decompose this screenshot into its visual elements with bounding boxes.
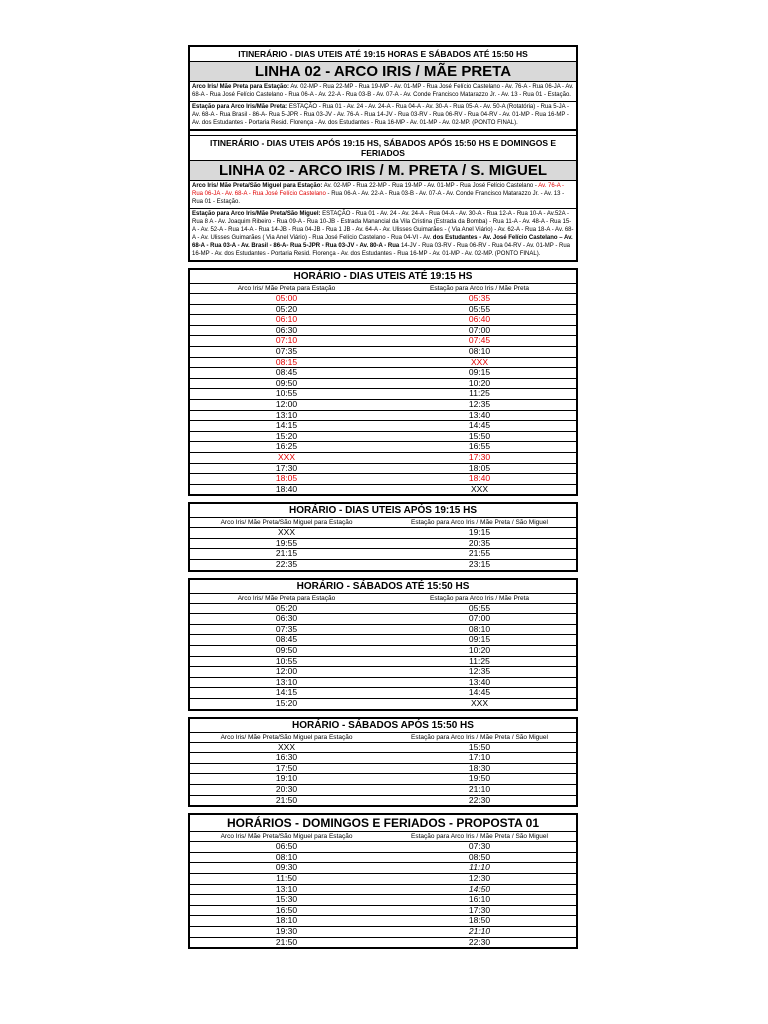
itinerary-evening-box [188,131,578,262]
table-row [190,699,576,709]
route-text-highlight: Av. 76-A - Rua 06-JA - Av. 68-A - Rua José Felício Castelano [192,183,565,197]
schedule-table [190,832,576,947]
schedule-title: HORÁRIOS - DOMINGOS E FERIADOS - PROPOSTA 01 [190,815,576,832]
return-time-cell: 10:20 [383,646,576,657]
return-time-cell: 11:25 [383,656,576,667]
return-time-cell: 17:30 [383,905,576,916]
departure-time-cell: 09:50 [190,378,383,389]
table-row [190,624,576,635]
route-from-station [190,209,576,260]
departure-time-cell: 19:10 [190,774,383,785]
return-time-cell: 17:10 [383,753,576,764]
table-row [190,431,576,442]
table-row [190,410,576,421]
return-time-cell: 22:30 [468,936,491,947]
table-row [190,646,576,657]
column-header: Estação para Arco Iris / Mãe Preta [383,284,576,294]
return-time-cell: 10:20 [383,378,576,389]
return-time-cell: 22:30 [468,794,491,805]
return-time-cell: 19:15 [383,528,576,539]
table-row [190,357,576,368]
return-time-cell: 21:55 [383,549,576,560]
departure-time-cell: 15:30 [190,895,383,906]
return-time-cell: XXX [470,698,488,708]
route-label: Estação para Arco Iris/Mãe Preta/São Miguel: [192,211,321,217]
departure-time-cell: 16:50 [190,905,383,916]
return-time-cell: 07:00 [383,325,576,336]
departure-time-cell: 18:40 [275,483,298,494]
table-row [190,677,576,688]
departure-time-cell: 22:35 [275,559,298,570]
line-title: LINHA 02 - ARCO IRIS / MÃE PRETA [190,62,576,82]
departure-time-cell: 05:00 [190,294,383,305]
departure-time-cell: 07:10 [190,336,383,347]
route-from-station [190,102,576,129]
table-row [190,474,576,485]
route-label: Arco Iris/ Mãe Preta/São Miguel para Estação: [192,183,323,189]
column-header: Arco Iris/ Mãe Preta/São Miguel para Estação [190,832,383,842]
table-row [190,842,576,853]
column-header: Arco Iris/ Mãe Preta para Estação [190,594,383,604]
timetable-page [188,45,578,949]
return-time-cell: 20:35 [383,538,576,549]
column-header: Estação para Arco Iris / Mãe Preta / São Miguel [383,733,576,743]
return-time-cell: 08:10 [383,346,576,357]
departure-time-cell: 10:55 [190,656,383,667]
table-row [190,916,576,927]
return-time-cell: 12:35 [383,667,576,678]
table-row [190,784,576,795]
schedule-title: HORÁRIO - DIAS UTEIS ATÉ 19:15 HS [190,270,576,284]
schedule-title: HORÁRIO - SÁBADOS ATÉ 15:50 HS [190,580,576,594]
schedule-table [190,733,576,806]
table-row [190,378,576,389]
departure-time-cell: 20:30 [190,784,383,795]
departure-time-cell: 05:20 [190,304,383,315]
departure-time-cell: 09:50 [190,646,383,657]
departure-time-cell: 05:20 [190,603,383,614]
route-text: - Rua 06-A - Av. 22-A - Rua 03-B - Av. 07-A - Av. Conde Francisco Matarazzo Jr. - Av. 13 - Rua 01 - Estação. [192,191,565,205]
return-time-cell: 05:55 [383,603,576,614]
route-text: Av. 02-MP - Rua 22-MP - Rua 19-MP - Av. 01-MP - Rua José Felício Castelano - Av. 76-A - Rua 06-JA - Av. 68-A - Rua José Felício Castelano - Rua 06-A - Av. 22-A - Rua 03-B - Av. 07-A - Av. Conde Francisco Matarazzo Jr. - Av. 13 - Rua 01 - Estação. [192,84,574,98]
departure-time-cell: 18:05 [190,474,383,485]
table-row [190,873,576,884]
schedule-section [188,268,578,496]
column-header: Arco Iris/ Mãe Preta para Estação [190,284,383,294]
table-row [190,884,576,895]
return-time-cell: 05:35 [383,294,576,305]
departure-time-cell: 17:30 [190,463,383,474]
departure-time-cell: 19:30 [190,926,383,937]
departure-time-cell: 13:10 [190,884,383,895]
schedule-section [188,578,578,711]
return-time-cell: 05:55 [383,304,576,315]
return-time-cell: 15:50 [383,742,576,753]
route-to-station [190,181,576,209]
table-row [190,325,576,336]
table-row [190,304,576,315]
departure-time-cell: 07:35 [190,624,383,635]
departure-time-cell: 14:15 [190,688,383,699]
route-text: 14-JV - Rua 03-RV - Rua 06-RV - Rua 04-RV - Av. 01-MP - Rua 16-MP - Av. dos Estudantes - Portaria Resid. Florença - Av. dos Estudantes - Rua 16-MP - Av. 01-MP - Av. 02-MP. (PONTO FINAL). [192,243,571,257]
return-time-cell: XXX [470,483,488,494]
itinerary-header: ITINERÁRIO - DIAS UTEIS APÓS 19:15 HS, SÁBADOS APÓS 15:50 HS E DOMINGOS E FERIADOS [190,136,576,161]
table-row [190,937,576,947]
table-row [190,346,576,357]
table-row [190,560,576,570]
return-time-cell: 06:40 [383,315,576,326]
schedule-tables [188,268,578,949]
table-row [190,452,576,463]
departure-time-cell: 13:10 [190,677,383,688]
table-row [190,742,576,753]
return-time-cell: XXX [383,357,576,368]
return-time-cell: 11:10 [383,863,576,874]
table-row [190,905,576,916]
departure-time-cell: XXX [190,528,383,539]
departure-time-cell: 21:15 [190,549,383,560]
table-row [190,294,576,305]
table-row [190,315,576,326]
return-time-cell: 09:15 [383,368,576,379]
return-time-cell: 08:10 [383,624,576,635]
route-to-station [190,82,576,102]
table-row [190,895,576,906]
table-row [190,549,576,560]
return-time-cell: 07:45 [383,336,576,347]
departure-time-cell: 21:50 [275,936,298,947]
departure-time-cell: 07:35 [190,346,383,357]
table-row [190,463,576,474]
column-header: Estação para Arco Iris / Mãe Preta [383,594,576,604]
schedule-title: HORÁRIO - SÁBADOS APÓS 15:50 HS [190,719,576,733]
return-time-cell: 14:45 [383,421,576,432]
departure-time-cell: 09:30 [190,863,383,874]
table-row [190,399,576,410]
return-time-cell: 16:55 [383,442,576,453]
departure-time-cell: 11:50 [190,873,383,884]
return-time-cell: 21:10 [383,784,576,795]
schedule-section [188,717,578,808]
departure-time-cell: 06:30 [190,614,383,625]
return-time-cell: 14:45 [383,688,576,699]
table-row [190,774,576,785]
schedule-title: HORÁRIO - DIAS UTEIS APÓS 19:15 HS [190,504,576,518]
return-time-cell: 09:15 [383,635,576,646]
departure-time-cell: 14:15 [190,421,383,432]
departure-time-cell: 06:10 [190,315,383,326]
schedule-section [188,813,578,949]
return-time-cell: 18:50 [383,916,576,927]
schedule-table [190,594,576,709]
table-row [190,614,576,625]
departure-time-cell: 16:30 [190,753,383,764]
route-text-bold: dos Estudantes - Av. José Felício Castelano – Av. 68-A - Rua 03-A - Av. Brasil - 86-A- Rua 5-JPR - Rua 03-JV - Av. 80-A - Rua [192,235,573,249]
return-time-cell: 21:10 [383,926,576,937]
column-header: Arco Iris/ Mãe Preta/São Miguel para Estação [190,733,383,743]
return-time-cell: 07:00 [383,614,576,625]
departure-time-cell: 18:10 [190,916,383,927]
route-text: ESTAÇÃO - Rua 01 - Av. 24 - Av. 24-A - Rua 04-A - Av. 30-A - Rua 12-A - Rua 10-A - Av.52A - Rua 8 A - Av. Joaquim Ribeiro - Rua 09-A - Rua 10-JB - Estrada Manancial da Vila Cristina (Estrada da Bomba) - Rua 11-A - Av. 48-A - Rua 15-A - Av. 52-A - Rua 14-A - Rua 14-JB - Rua 04-JB - Rua 1 JB - Av. 64-A - Av. Ulisses Guimarães - ( Via Anel Viário) - Av. 62-A - Rua 18-A - Av. 68-A - Av. Ulisses Guimarães ( Via Anel Viário) - Rua José Felício Castelano - Rua 04-VI - Av. [192,211,574,241]
departure-time-cell: 19:55 [190,538,383,549]
return-time-cell: 12:35 [383,399,576,410]
return-time-cell: 18:30 [383,763,576,774]
table-row [190,852,576,863]
table-row [190,863,576,874]
table-row [190,795,576,805]
route-text: Av. 02-MP - Rua 22-MP - Rua 19-MP - Av. 01-MP - Rua José Felício Castelano - [322,183,539,189]
route-label: Estação para Arco Iris/Mãe Preta: [192,104,288,110]
return-time-cell: 07:30 [383,842,576,853]
column-header: Estação para Arco Iris / Mãe Preta / São Miguel [383,518,576,528]
schedule-table [190,284,576,494]
table-row [190,656,576,667]
table-row [190,336,576,347]
table-row [190,421,576,432]
itinerary-weekday-box [188,45,578,131]
table-row [190,688,576,699]
return-time-cell: 19:50 [383,774,576,785]
departure-time-cell: 12:00 [190,399,383,410]
departure-time-cell: 06:30 [190,325,383,336]
return-time-cell: 08:50 [383,852,576,863]
departure-time-cell: 15:20 [190,431,383,442]
return-time-cell: 18:40 [383,474,576,485]
return-time-cell: 14:50 [383,884,576,895]
route-text: ESTAÇÃO - Rua 01 - Av. 24 - Av. 24-A - Rua 04-A - Av. 30-A - Rua 05-A - Av. 50-A (Rotatória) - Rua 5-JA - Av. 68-A - Rua Brasil - 86-A- Rua 5-JPR - Rua 03-JV - Av. 76-A - Rua 14-JV - Rua 03-RV - Rua 06-RV - Rua 04-RV - Av. 01-MP - Rua 16-MP - Av. dos Estudantes - Portaria Resid. Florença - Av. dos Estudantes - Rua 16-MP - Av. 01-MP - Av. 02-MP. (PONTO FINAL). [192,104,569,126]
return-time-cell: 16:10 [383,895,576,906]
return-time-cell: 17:30 [383,452,576,463]
line-title: LINHA 02 - ARCO IRIS / M. PRETA / S. MIGUEL [190,161,576,181]
return-time-cell: 15:50 [383,431,576,442]
return-time-cell: 12:30 [383,873,576,884]
departure-time-cell: 08:15 [190,357,383,368]
table-row [190,528,576,539]
column-header: Estação para Arco Iris / Mãe Preta / São Miguel [383,832,576,842]
return-time-cell: 13:40 [383,410,576,421]
table-row [190,389,576,400]
table-row [190,368,576,379]
table-row [190,667,576,678]
departure-time-cell: 16:25 [190,442,383,453]
departure-time-cell: 06:50 [190,842,383,853]
departure-time-cell: 08:45 [190,635,383,646]
schedule-section [188,502,578,571]
departure-time-cell: 10:55 [190,389,383,400]
departure-time-cell: 08:10 [190,852,383,863]
departure-time-cell: XXX [190,452,383,463]
departure-time-cell: 21:50 [275,794,298,805]
departure-time-cell: XXX [190,742,383,753]
return-time-cell: 13:40 [383,677,576,688]
table-row [190,926,576,937]
return-time-cell: 18:05 [383,463,576,474]
schedule-table [190,518,576,569]
departure-time-cell: 13:10 [190,410,383,421]
departure-time-cell: 15:20 [275,698,298,708]
table-row [190,484,576,494]
table-row [190,538,576,549]
table-row [190,442,576,453]
itinerary-header: ITINERÁRIO - DIAS UTEIS ATÉ 19:15 HORAS E SÁBADOS ATÉ 15:50 HS [190,47,576,62]
route-label: Arco Iris/ Mãe Preta para Estação: [192,84,290,90]
departure-time-cell: 17:50 [190,763,383,774]
column-header: Arco Iris/ Mãe Preta/São Miguel para Estação [190,518,383,528]
table-row [190,763,576,774]
table-row [190,635,576,646]
return-time-cell: 11:25 [383,389,576,400]
return-time-cell: 23:15 [468,559,491,570]
table-row [190,753,576,764]
departure-time-cell: 08:45 [190,368,383,379]
table-row [190,603,576,614]
departure-time-cell: 12:00 [190,667,383,678]
